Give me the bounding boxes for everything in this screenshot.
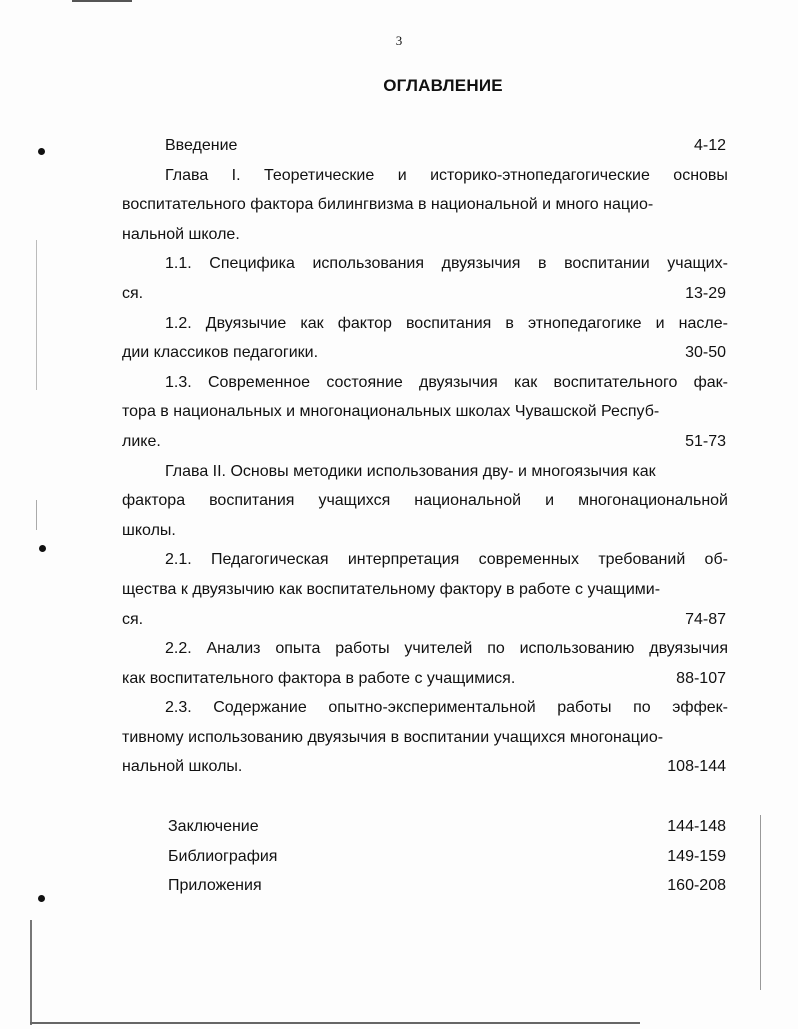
toc-entry-intro[interactable] <box>122 131 728 161</box>
toc-word: щества к двуязычию как воспитательному фактору в работе с учащими- <box>122 580 661 598</box>
scan-artifact-bottom <box>30 1022 640 1024</box>
toc-word: работы <box>557 699 612 717</box>
toc-entry-row[interactable] <box>122 338 728 368</box>
toc-word: использования <box>312 255 425 273</box>
toc-entry-row[interactable] <box>122 812 728 842</box>
toc-text-line <box>122 516 728 546</box>
toc-word: 1.2. <box>165 314 192 332</box>
toc-word: воспитания <box>209 492 295 510</box>
toc-word: и <box>397 166 407 184</box>
toc-word: 2.1. <box>165 551 192 569</box>
toc-word: фак- <box>693 373 728 391</box>
toc-word: 2.3. <box>165 699 192 717</box>
toc-entry-label: как воспитательного фактора в работе с учащимися. <box>122 669 516 687</box>
scan-artifact-left-2 <box>36 500 37 530</box>
toc-word: состояние <box>326 373 403 391</box>
toc-entry-pages: 13-29 <box>685 284 726 302</box>
toc-word: воспитательного фактора билингвизма в национальной и много нацио- <box>122 196 654 214</box>
toc-entry-pages: 4-12 <box>693 137 726 154</box>
toc-word: эффек- <box>672 699 728 717</box>
toc-entry-label: лике. <box>122 432 161 450</box>
toc-entry-label: нальной школы. <box>122 758 243 776</box>
toc-text-line <box>122 457 728 487</box>
toc-entry-pages: 144-148 <box>667 818 726 836</box>
toc-chapter-1 <box>122 161 728 457</box>
toc-word: фактор <box>337 314 392 332</box>
table-of-contents <box>122 131 728 901</box>
toc-text-line <box>122 161 728 191</box>
toc-text-line <box>122 545 728 575</box>
toc-entry-row[interactable] <box>122 664 728 694</box>
toc-text-line <box>122 693 728 723</box>
toc-text-line <box>122 220 728 250</box>
toc-word: Педагогическая <box>210 551 329 569</box>
toc-word: Глава <box>165 166 209 184</box>
toc-entry-pages: 51-73 <box>685 432 726 450</box>
toc-word: I. <box>231 166 241 184</box>
page-number: 3 <box>395 33 403 48</box>
toc-word: Специфика <box>209 255 295 273</box>
toc-word: тивному использованию двуязычия в воспитании учащихся многонацио- <box>122 728 664 746</box>
scan-artifact-right <box>760 815 761 990</box>
toc-word: двуязычия <box>649 640 728 658</box>
toc-entry-pages: 149-159 <box>667 847 726 865</box>
scan-artifact-top <box>72 0 132 2</box>
toc-end-matter <box>122 812 728 901</box>
toc-word: школы. <box>122 521 176 539</box>
toc-word: использованию <box>519 640 635 658</box>
toc-word: тора в национальных и многонациональных школах Чувашской Респуб- <box>122 403 660 421</box>
toc-word: требований <box>598 551 686 569</box>
toc-word: нальной школе. <box>122 225 240 243</box>
scan-artifact-left-3 <box>30 920 32 1025</box>
toc-chapter-2 <box>122 457 728 783</box>
scan-artifact-left <box>36 240 37 390</box>
toc-word: учащихся <box>318 492 391 510</box>
toc-text-line <box>122 486 728 516</box>
toc-entry-row[interactable] <box>122 842 728 872</box>
toc-word: национальной <box>414 492 522 510</box>
toc-word: в <box>537 255 547 273</box>
toc-word: как <box>514 373 538 391</box>
toc-word: Анализ <box>206 640 261 658</box>
toc-word: интерпретация <box>347 551 460 569</box>
toc-word: 1.1. <box>165 255 192 273</box>
toc-word: основы <box>673 166 728 184</box>
toc-entry-row[interactable] <box>122 752 728 782</box>
toc-word: опыта <box>275 640 321 658</box>
page-title: ОГЛАВЛЕНИЕ <box>383 76 503 95</box>
toc-word: Современное <box>207 373 311 391</box>
toc-entry-pages: 88-107 <box>676 669 726 687</box>
toc-text-line <box>122 634 728 664</box>
toc-text-line <box>122 723 728 753</box>
toc-word: об- <box>704 551 728 569</box>
toc-word: фактора <box>122 492 186 510</box>
toc-entry-label: ся. <box>122 610 144 628</box>
toc-entry-label: ся. <box>122 284 144 302</box>
toc-word: и <box>655 314 665 332</box>
toc-word: Глава II. Основы методики использования дву- и многоязычия как <box>165 462 656 480</box>
toc-word: работы <box>335 640 390 658</box>
toc-text-line <box>122 397 728 427</box>
toc-entry-pages: 74-87 <box>685 610 726 628</box>
toc-word: воспитательного <box>553 373 678 391</box>
binder-hole-dot <box>38 895 45 902</box>
toc-word: многонациональной <box>578 492 728 510</box>
toc-word: насле- <box>678 314 728 332</box>
toc-entry-label: Заключение <box>168 818 259 836</box>
toc-word: двуязычия <box>419 373 498 391</box>
toc-entry-label: дии классиков педагогики. <box>122 344 319 362</box>
toc-word: современных <box>478 551 580 569</box>
toc-entry-pages: 160-208 <box>667 877 726 895</box>
toc-entry-pages: 30-50 <box>685 344 726 362</box>
toc-entry-label: Введение <box>165 137 238 154</box>
toc-entry-row[interactable] <box>122 427 728 457</box>
toc-word: как <box>300 314 324 332</box>
toc-word: Двуязычие <box>205 314 287 332</box>
toc-word: в <box>505 314 514 332</box>
binder-hole-dot <box>39 545 46 552</box>
toc-text-line <box>122 249 728 279</box>
toc-entry-row[interactable] <box>122 605 728 635</box>
toc-text-line <box>122 575 728 605</box>
toc-text-line <box>122 368 728 398</box>
toc-word: по <box>487 640 505 658</box>
toc-word: Теоретические <box>263 166 375 184</box>
toc-word: воспитании <box>564 255 650 273</box>
toc-entry-row[interactable] <box>122 871 728 901</box>
toc-word: 1.3. <box>165 373 192 391</box>
toc-word: Содержание <box>213 699 307 717</box>
toc-word: историко-этнопедагогические <box>430 166 650 184</box>
toc-text-line <box>122 309 728 339</box>
toc-word: воспитания <box>405 314 492 332</box>
toc-text-line <box>122 190 728 220</box>
toc-word: учащих- <box>667 255 728 273</box>
toc-word: 2.2. <box>165 640 192 658</box>
binder-hole-dot <box>38 148 45 155</box>
toc-word: учителей <box>404 640 473 658</box>
toc-word: двуязычия <box>441 255 521 273</box>
toc-word: и <box>545 492 555 510</box>
toc-entry-pages: 108-144 <box>667 758 726 776</box>
toc-entry-label: Библиография <box>168 847 278 865</box>
toc-word: по <box>633 699 651 717</box>
toc-word: опытно-экспериментальной <box>328 699 536 717</box>
toc-entry-row[interactable] <box>122 279 728 309</box>
toc-word: этнопедагогике <box>527 314 642 332</box>
toc-entry-label: Приложения <box>168 877 262 895</box>
